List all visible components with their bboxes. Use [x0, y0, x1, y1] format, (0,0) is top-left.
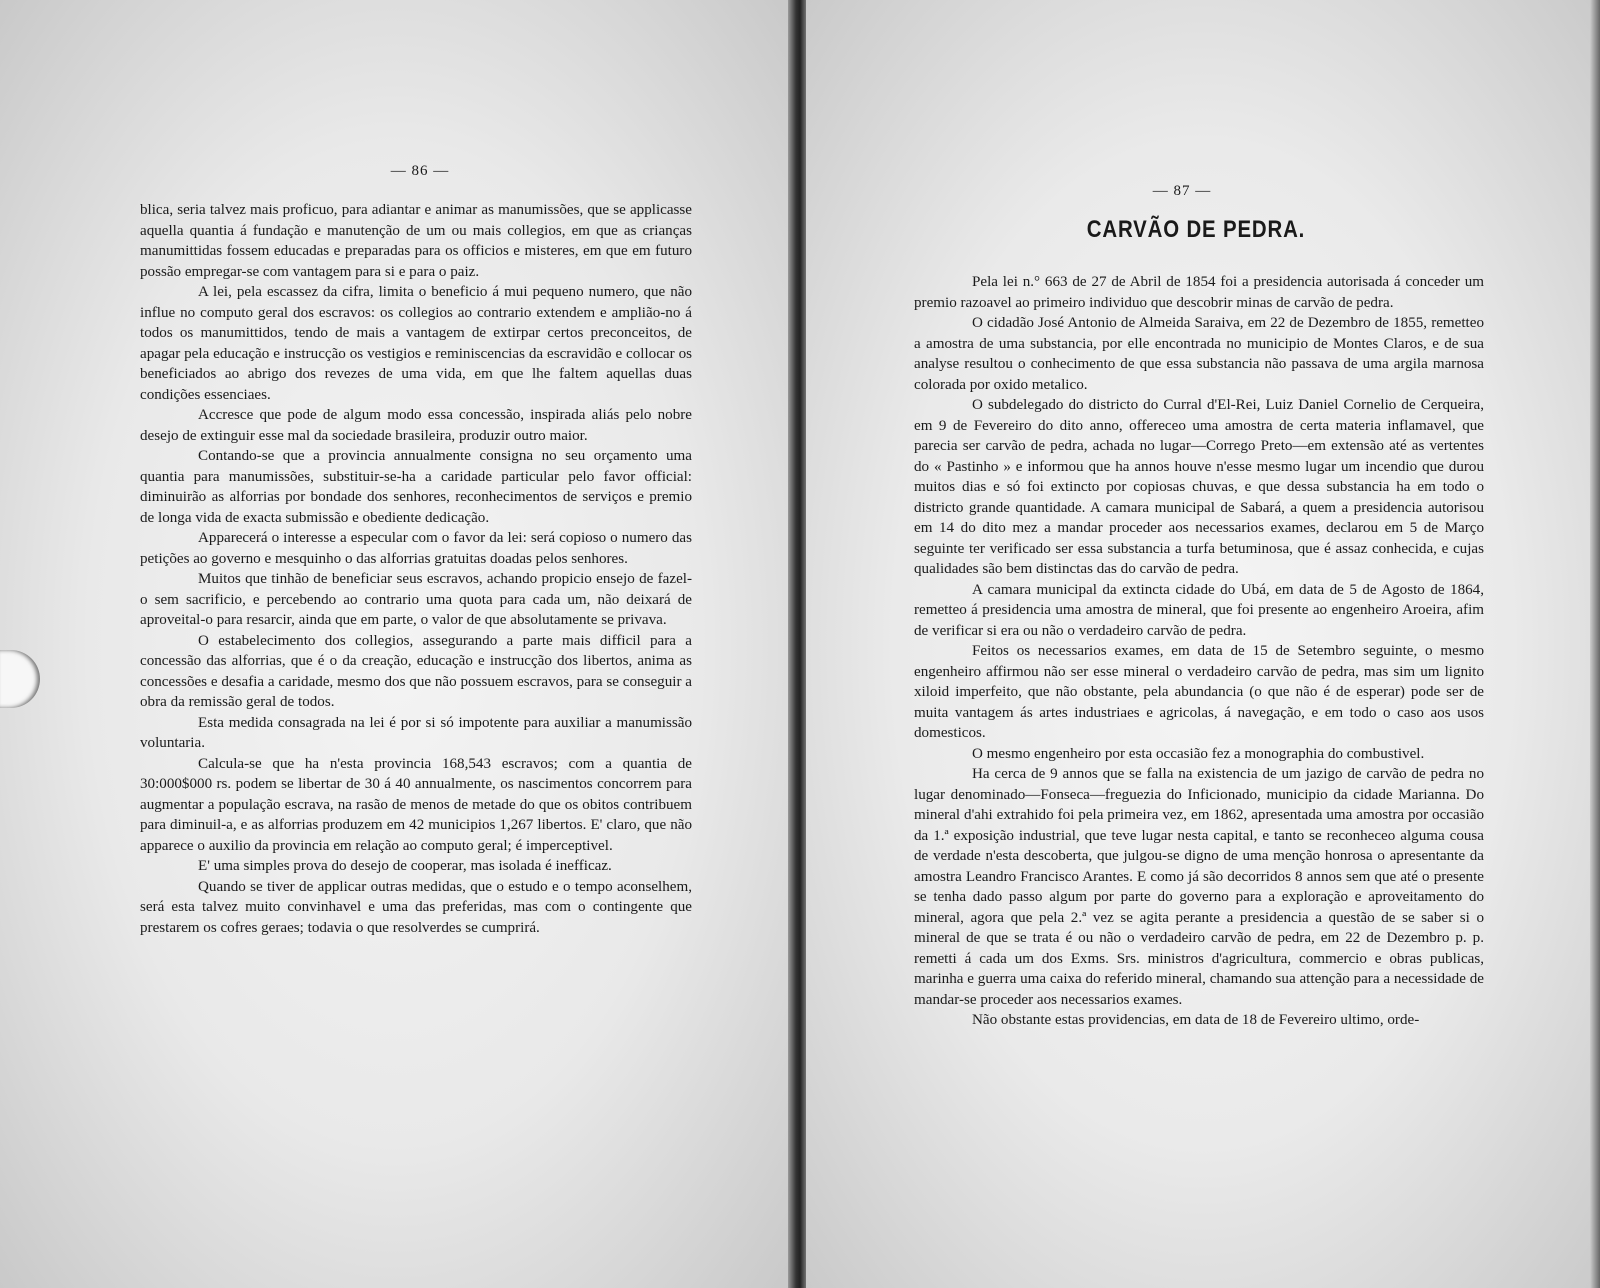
right-page [806, 0, 1600, 1288]
paragraph: Calcula-se que ha n'esta provincia 168,543 escravos; com a quantia de 30:000$000 rs. podem se libertar de 30 á 40 annualmente, os nascimentos concorrem para augmentar a população escrava, na rasão de menos de metade do que os obitos contribuem para diminuil-a, e as alforrias produzem em 42 municipios 1,267 libertos. E' claro, que não apparece o auxilio da provincia em relação ao computo geral; é imperceptivel. [140, 755, 692, 854]
right-page-edge [1590, 0, 1600, 1288]
paragraph: Não obstante estas providencias, em data de 18 de Fevereiro ultimo, orde- [972, 1012, 1420, 1028]
left-page [0, 0, 790, 1288]
paragraph: Esta medida consagrada na lei é por si só impotente para auxiliar a manumissão voluntaria. [140, 714, 692, 751]
paragraph: Feitos os necessarios exames, em data de 15 de Setembro seguinte, o mesmo engenheiro affirmou não ser esse mineral o verdadeiro carvão de pedra, mas sim um lignito xiloid imperfeito, que não obstante, pela abundancia (o que não é de esperar) pode ser de muita vantagem ás artes industriaes e agricolas, á navegação, e em todo o caso aos usos domesticos. [914, 643, 1484, 741]
paragraph: Ha cerca de 9 annos que se falla na existencia de um jazigo de carvão de pedra no lugar denominado—Fonseca—freguezia do Inficionado, municipio da cidade Marianna. Do mineral d'ahi extrahido foi pela primeira vez, em 1862, apresentada uma amostra por occasião da 1.ª exposição industrial, que teve lugar nesta capital, e tanto se reconheceo alguma cousa de verdade n'esta descoberta, que julgou-se digno de uma menção honrosa o apresentante da amostra Leandro Francisco Arantes. E como já são decorridos 8 annos sem que até o presente se tenha dado passo algum por parte do governo para a exploração e aproveitamento do mineral, agora que pela 2.ª vez se agita perante a presidencia a questão de se saber si o mineral de que se trata é ou não o verdadeiro carvão de pedra, em 22 de Dezembro p. p. remetti á cada um dos Exms. Srs. ministros d'agricultura, commercio e obras publicas, marinha e guerra uma caixa do referido mineral, chamando sua attenção para a necessidade de mandar-se proceder aos necessarios exames. [914, 766, 1484, 1008]
paragraph: Pela lei n.° 663 de 27 de Abril de 1854 foi a presidencia autorisada á conceder um premio razoavel ao primeiro individuo que descobrir minas de carvão de pedra. [914, 274, 1484, 311]
paragraph: A lei, pela escassez da cifra, limita o beneficio á mui pequeno numero, que não influe no computo geral dos escravos: os collegios ao contrario extendem e amplião-no á todos os manumittidos, tendo de mais a vantagem de extirpar certos preconceitos, de apagar pela educação e instrucção os vestigios e reminiscencias da escravidão e collocar os beneficiados ao abrigo dos revezes de uma vida, em que lhe faltem aquellas duas condições essenciaes. [140, 284, 692, 403]
paragraph: Muitos que tinhão de beneficiar seus escravos, achando propicio ensejo de fazel-o sem sacrificio, e percebendo ao contrario uma quota para cada um, não deixará de aproveital-o para resarcir, ainda que em parte, o valor de que absolutamente se privava. [140, 571, 692, 628]
paragraph: O subdelegado do districto do Curral d'El-Rei, Luiz Daniel Cornelio de Cerqueira, em 9 de Fevereiro do dito anno, offereceo uma amostra de certa materia inflamavel, que parecia ser carvão de pedra, achada no lugar—Corrego Preto—em extensão até as vertentes do « Pastinho » e informou que ha annos houve n'esse mesmo lugar um incendio que durou muitos dias e só foi extincto por copiosas chuvas, e que dessa substancia ha em todo o districto grande quantidade. A camara municipal de Sabará, a quem a presidencia autorisou em 14 do dito mez a mandar proceder aos necessarios exames, declarou em 5 de Março seguinte ter verificado ser essa substancia a turfa betuminosa, que é assaz conhecida, e cujas qualidades são bem distinctas das do carvão de pedra. [914, 397, 1484, 577]
paragraph: Apparecerá o interesse a especular com o favor da lei: será copioso o numero das petições ao governo e mesquinho o das alforrias gratuitas doadas pelos senhores. [140, 530, 692, 567]
paragraph: O cidadão José Antonio de Almeida Saraiva, em 22 de Dezembro de 1855, remetteo a amostra de uma substancia, por elle encontrada no municipio de Montes Claros, e de sua analyse resultou o conhecimento de que essa substancia não passava de uma argila marnosa colorada por oxido metalico. [914, 315, 1484, 393]
paragraph: E' uma simples prova do desejo de cooperar, mas isolada é inefficaz. [198, 858, 612, 874]
right-page-number: — 87 — [1152, 183, 1212, 199]
paragraph: Contando-se que a provincia annualmente consigna no seu orçamento uma quantia para manumissões, substituir-se-ha a caridade particular pelo favor official: diminuirão as alforrias por bondade dos senhores, reconhecimentos de serviços e premio de longa vida de exacta submissão e obediente dedicação. [140, 448, 692, 526]
section-title: CARVÃO DE PEDRA. [1086, 216, 1306, 243]
book-gutter [788, 0, 808, 1288]
right-page-body [914, 272, 1484, 1031]
paragraph: Accresce que pode de algum modo essa concessão, inspirada aliás pelo nobre desejo de extinguir esse mal da sociedade brasileira, produzir outro maior. [140, 407, 692, 444]
left-page-number: — 86 — [390, 163, 450, 179]
left-page-body [140, 200, 692, 938]
page-tab [0, 650, 40, 708]
paragraph: A camara municipal da extincta cidade do Ubá, em data de 5 de Agosto de 1864, remetteo á presidencia uma amostra de mineral, que foi presente ao engenheiro Aroeira, afim de verificar si era ou não o verdadeiro carvão de pedra. [914, 581, 1484, 639]
paragraph: O estabelecimento dos collegios, assegurando a parte mais difficil para a concessão das alforrias, que é o da creação, educação e instrucção dos libertos, anima as concessões e desafia a caridade, mesmo dos que não possuem escravos, para se conseguir a obra da remissão geral de todos. [140, 632, 692, 710]
paragraph: O mesmo engenheiro por esta occasião fez a monographia do combustivel. [972, 745, 1425, 762]
paragraph: blica, seria talvez mais proficuo, para adiantar e animar as manumissões, que se applicasse aquella quantia á fundação e manutenção de um ou mais collegios, em que as crianças manumittidas fossem educadas e preparadas para os officios e misteres, em que em futuro possão empregar-se com vantagem para si e para o paiz. [140, 202, 692, 280]
paragraph: Quando se tiver de applicar outras medidas, que o estudo e o tempo aconselhem, será esta talvez muito convinhavel e uma das preferidas, mas com o contingente que prestarem os cofres geraes; todavia o que resolverdes se cumprirá. [140, 878, 692, 936]
